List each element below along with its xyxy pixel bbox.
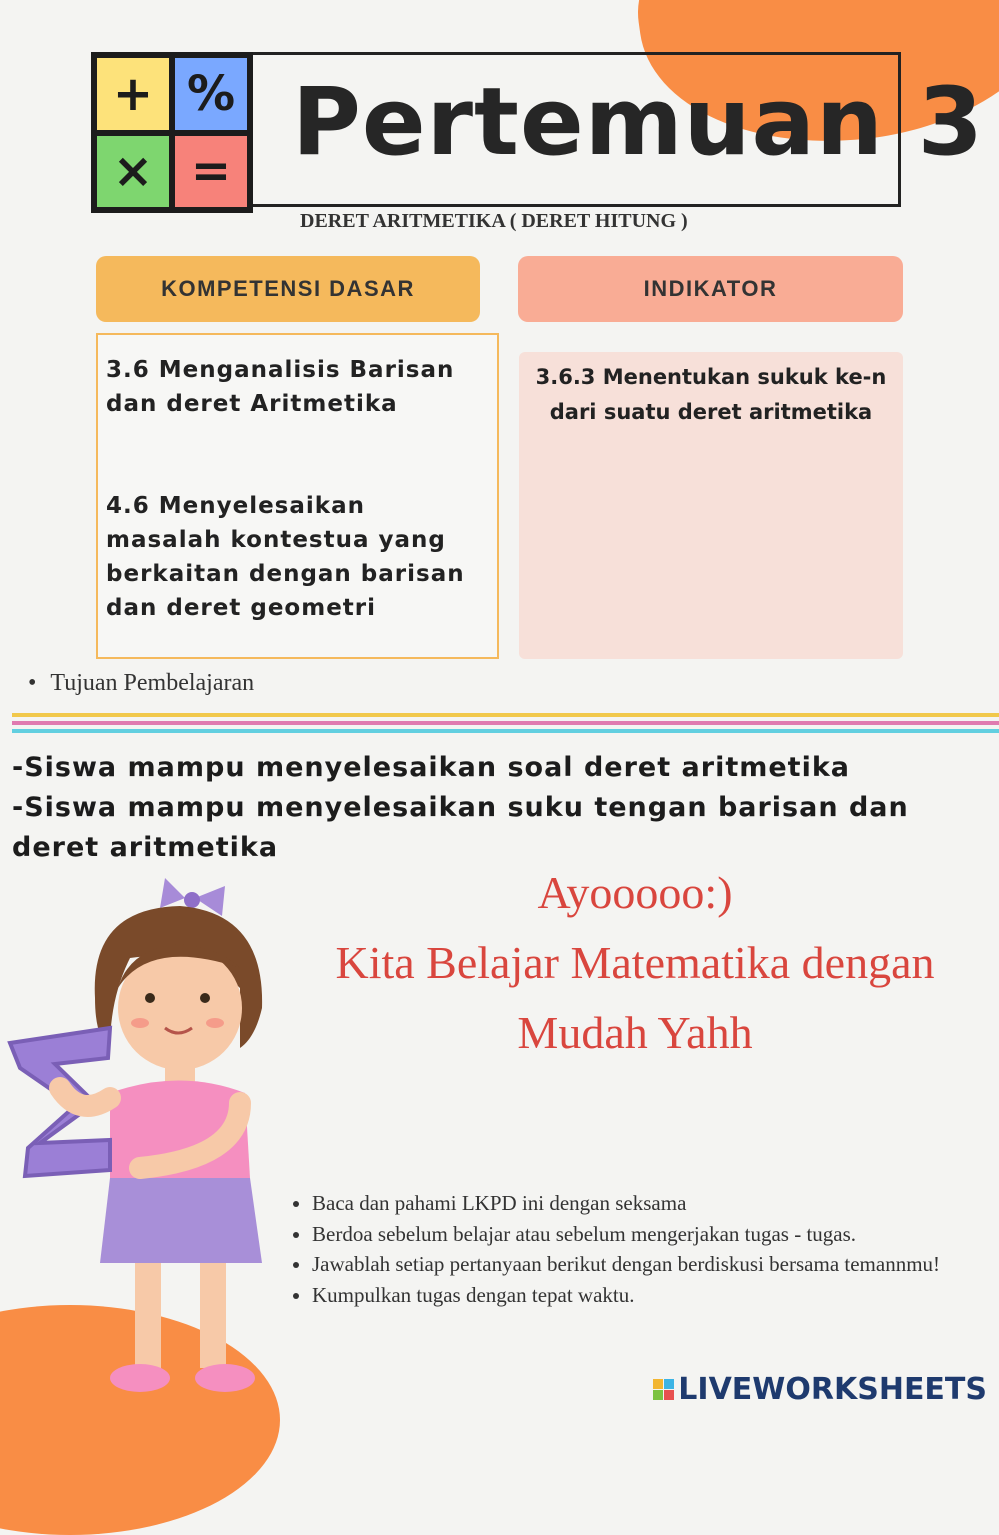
learning-goals	[12, 748, 982, 868]
page-title: Pertemuan 3	[292, 68, 985, 177]
goal-item: -Siswa mampu menyelesaikan suku tengan barisan dan deret aritmetika	[12, 792, 909, 863]
percent-icon: %	[175, 58, 247, 130]
page-subtitle: DERET ARITMETIKA ( DERET HITUNG )	[300, 210, 688, 232]
times-icon: ×	[97, 136, 169, 208]
kd-item-2: 4.6 Menyelesaikan masalah kontestua yang berkaitan dengan barisan dan deret geometri	[106, 493, 465, 621]
list-item: • Jawablah setiap pertanyaan berikut dengan berdiskusi bersama temannmu!	[312, 1249, 999, 1280]
plus-icon: +	[97, 58, 169, 130]
kompetensi-dasar-box	[96, 333, 499, 659]
motivation-line-1: Ayooooo:)	[537, 867, 733, 918]
instructions-list	[288, 1188, 999, 1310]
motivation-line-2: Kita Belajar Matematika dengan Mudah Yahh	[335, 937, 935, 1058]
tujuan-bullet	[28, 670, 254, 697]
liveworksheets-logo[interactable]	[653, 1372, 987, 1407]
indikator-text: 3.6.3 Menentukan sukuk ke-n dari suatu deret aritmetika	[535, 365, 887, 424]
kd-item-1: 3.6 Menganalisis Barisan dan deret Aritmetika	[106, 357, 455, 417]
indikator-header: INDIKATOR	[518, 256, 903, 322]
list-item: • Kumpulkan tugas dengan tepat waktu.	[312, 1280, 999, 1311]
calculator-icon	[91, 52, 253, 213]
goal-item: -Siswa mampu menyelesaikan soal deret aritmetika	[12, 752, 851, 783]
divider-stripes	[12, 713, 999, 739]
equals-icon: =	[175, 136, 247, 208]
logo-text: LIVEWORKSHEETS	[678, 1372, 987, 1407]
indikator-box	[519, 352, 903, 659]
kompetensi-dasar-header: KOMPETENSI DASAR	[96, 256, 480, 322]
list-item: • Baca dan pahami LKPD ini dengan seksama	[312, 1188, 999, 1219]
tujuan-label: Tujuan Pembelajaran	[50, 670, 255, 696]
liveworksheets-badge-icon	[653, 1379, 674, 1400]
girl-holding-sigma-illustration	[0, 878, 290, 1408]
motivation-text	[290, 858, 980, 1068]
list-item: • Berdoa sebelum belajar atau sebelum mengerjakan tugas - tugas.	[312, 1219, 999, 1250]
